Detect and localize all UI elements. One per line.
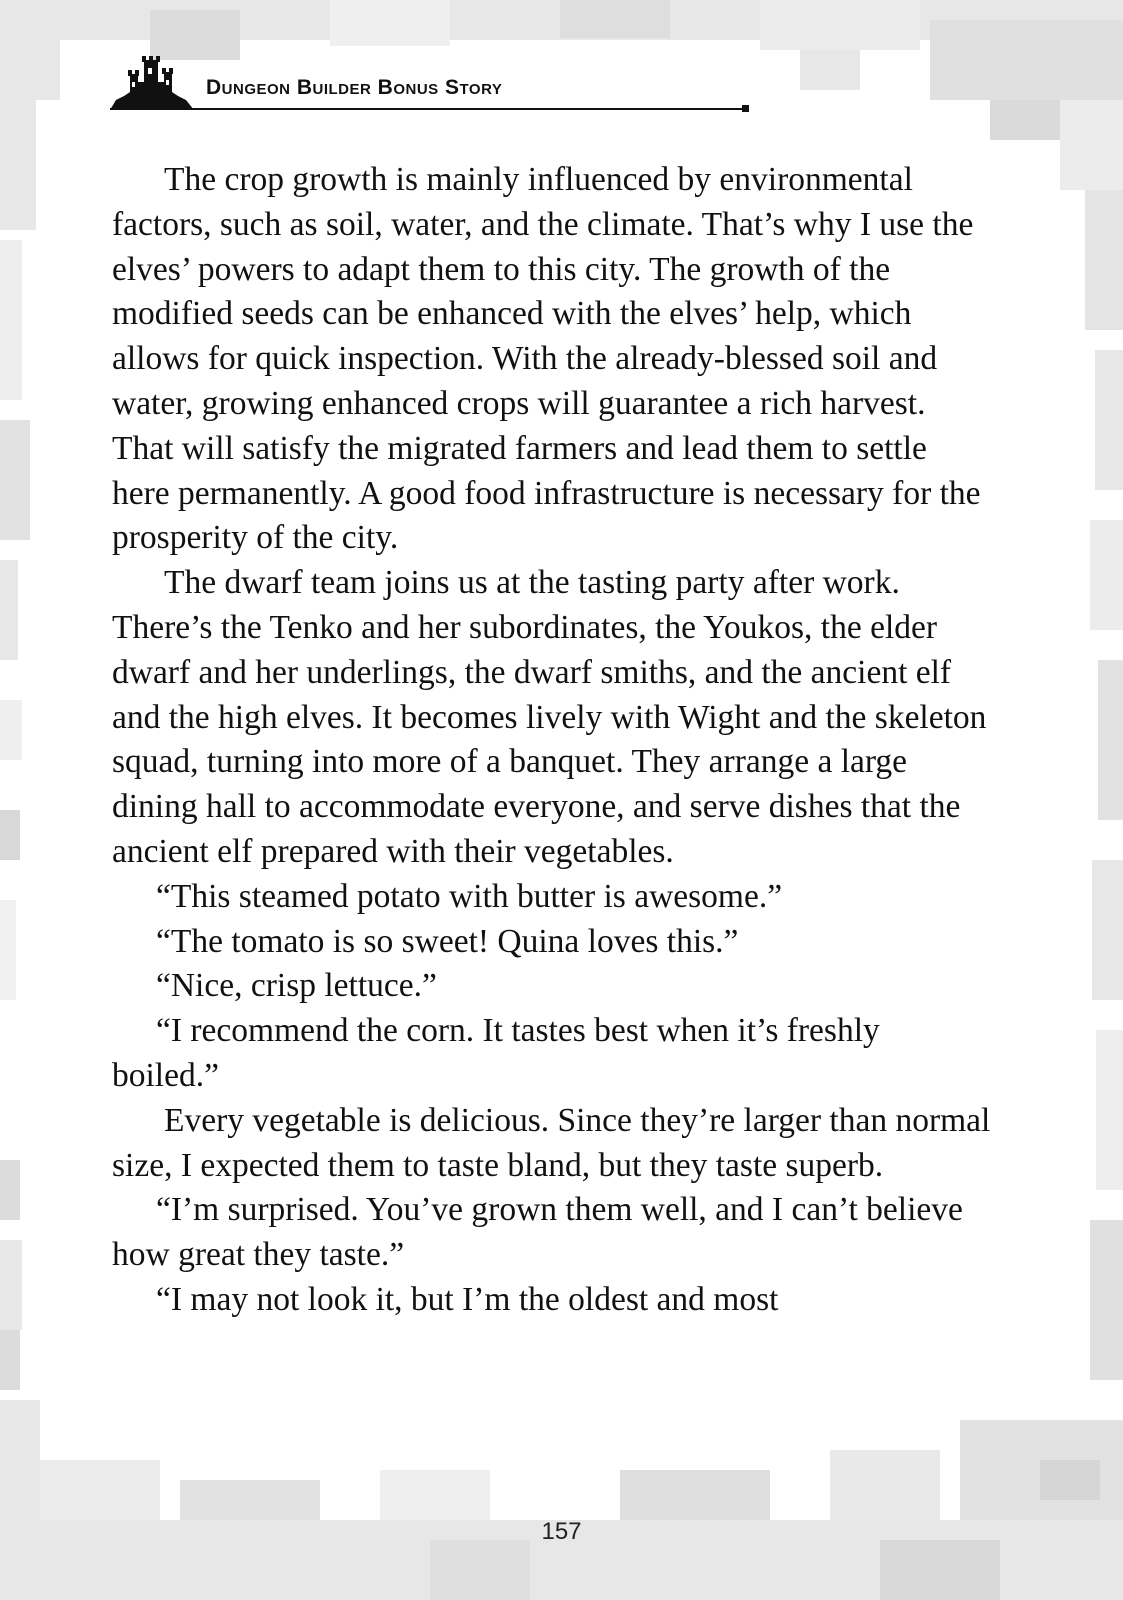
paragraph: The dwarf team joins us at the tasting party after work. There’s the Tenko and her subordinates, the Youkos, the elder dwarf and her underlings, the dwarf smiths, and the ancient elf and the high elves. It becomes lively with Wight and the skeleton squad, turning into more of a banquet. They arrange a large dining hall to accommodate everyone, and serve dishes that the ancient elf prepared with their vegetables. xyxy=(112,564,987,870)
page-number: 157 xyxy=(541,1518,582,1545)
dialogue-line: “I recommend the corn. It tastes best when it’s freshly boiled.” xyxy=(112,1012,880,1094)
castle-icon xyxy=(110,52,194,110)
header-rule xyxy=(110,108,746,110)
body-text xyxy=(112,158,992,1323)
dialogue-line: “The tomato is so sweet! Quina loves this.” xyxy=(156,922,739,960)
paragraph: Every vegetable is delicious. Since they’re larger than normal size, I expected them to taste bland, but they taste superb. xyxy=(112,1101,991,1184)
running-header xyxy=(110,50,750,114)
paragraph: The crop growth is mainly influenced by environmental factors, such as soil, water, and the climate. That’s why I use the elves’ powers to adapt them to this city. The growth of the modified seeds can be enhanced with the elves’ help, which allows for quick inspection. With the already-blessed soil and water, growing enhanced crops will guarantee a rich harvest. That will satisfy the migrated farmers and lead them to settle here permanently. A good food infrastructure is necessary for the prosperity of the city. xyxy=(112,161,981,557)
dialogue-line: “I’m surprised. You’ve grown them well, and I can’t believe how great they taste.” xyxy=(112,1191,963,1274)
header-title: Dungeon Builder Bonus Story xyxy=(206,76,503,99)
dialogue-line: “This steamed potato with butter is awesome.” xyxy=(156,877,783,915)
header-rule-end xyxy=(742,105,749,112)
dialogue-line: “Nice, crisp lettuce.” xyxy=(156,967,437,1005)
dialogue-line: “I may not look it, but I’m the oldest and most xyxy=(156,1280,779,1318)
